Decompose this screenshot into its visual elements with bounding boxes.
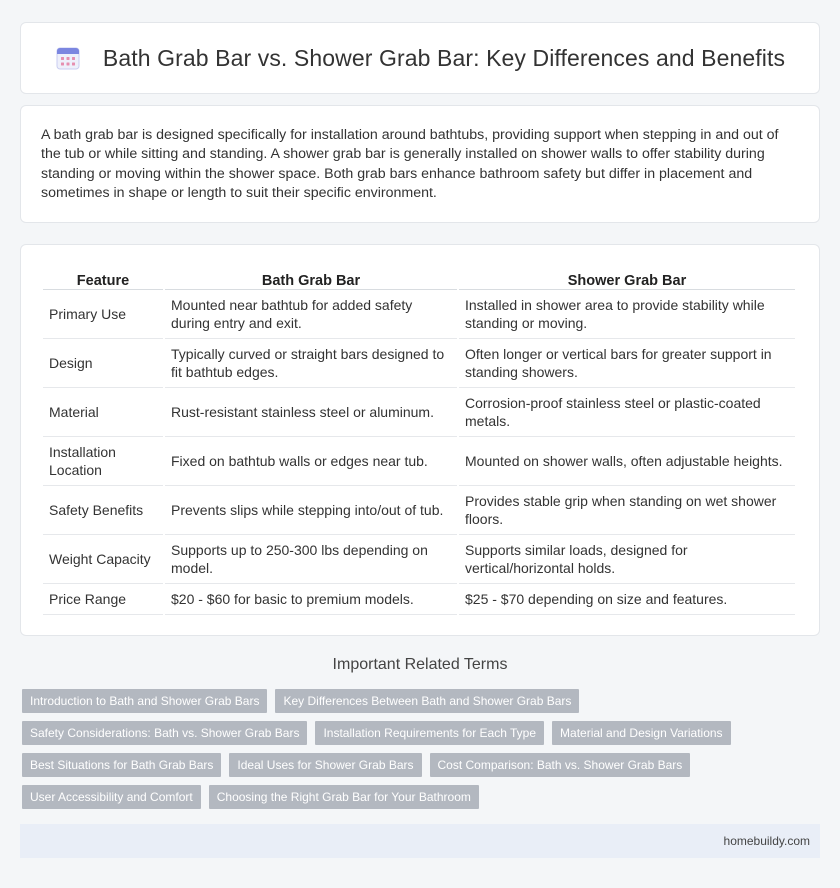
shower-grab-bar-cell: Often longer or vertical bars for greater support in standing showers. — [459, 339, 795, 388]
comparison-table-card — [20, 244, 820, 636]
feature-cell: Design — [43, 339, 163, 388]
calendar-icon — [55, 45, 81, 71]
related-term-tag[interactable]: Material and Design Variations — [552, 721, 731, 745]
related-term-tag[interactable]: Best Situations for Bath Grab Bars — [22, 753, 221, 777]
bath-grab-bar-cell: Fixed on bathtub walls or edges near tub. — [165, 437, 457, 486]
bath-grab-bar-cell: Typically curved or straight bars designed to fit bathtub edges. — [165, 339, 457, 388]
bath-grab-bar-cell: $20 - $60 for basic to premium models. — [165, 584, 457, 615]
table-row — [43, 388, 795, 437]
column-header: Bath Grab Bar — [165, 265, 457, 290]
shower-grab-bar-cell: Corrosion-proof stainless steel or plastic-coated metals. — [459, 388, 795, 437]
related-terms-title: Important Related Terms — [332, 656, 508, 673]
related-terms-list — [22, 689, 802, 817]
table-row — [43, 437, 795, 486]
column-header: Feature — [43, 265, 163, 290]
related-term-tag[interactable]: Safety Considerations: Bath vs. Shower Grab Bars — [22, 721, 307, 745]
shower-grab-bar-cell: Provides stable grip when standing on wet shower floors. — [459, 486, 795, 535]
table-row — [43, 535, 795, 584]
intro-text: A bath grab bar is designed specifically for installation around bathtubs, providing support when stepping in and out of the tub or while sitting and standing. A shower grab bar is generally installed on shower walls to offer stability during standing or moving within the shower space. Both grab bars enhance bathroom safety but differ in placement and sometimes in shape or length to suit their specific environment. — [41, 127, 779, 202]
page-title: Bath Grab Bar vs. Shower Grab Bar: Key Differences and Benefits — [102, 44, 786, 71]
feature-cell: Primary Use — [43, 290, 163, 339]
footer — [20, 824, 820, 858]
shower-grab-bar-cell: Installed in shower area to provide stability while standing or moving. — [459, 290, 795, 339]
bath-grab-bar-cell: Supports up to 250-300 lbs depending on model. — [165, 535, 457, 584]
bath-grab-bar-cell: Mounted near bathtub for added safety during entry and exit. — [165, 290, 457, 339]
related-term-tag[interactable]: Choosing the Right Grab Bar for Your Bathroom — [209, 785, 479, 809]
column-header: Shower Grab Bar — [459, 265, 795, 290]
table-row — [43, 339, 795, 388]
related-term-tag[interactable]: Installation Requirements for Each Type — [315, 721, 544, 745]
bath-grab-bar-cell: Prevents slips while stepping into/out of tub. — [165, 486, 457, 535]
table-row — [43, 290, 795, 339]
shower-grab-bar-cell: Mounted on shower walls, often adjustable heights. — [459, 437, 795, 486]
bath-grab-bar-cell: Rust-resistant stainless steel or aluminum. — [165, 388, 457, 437]
table-row — [43, 486, 795, 535]
feature-cell: Installation Location — [43, 437, 163, 486]
table-row — [43, 584, 795, 615]
intro-section — [20, 105, 820, 223]
shower-grab-bar-cell: Supports similar loads, designed for vertical/horizontal holds. — [459, 535, 795, 584]
footer-site-link[interactable]: homebuildy.com — [723, 834, 810, 848]
feature-cell: Material — [43, 388, 163, 437]
comparison-table — [41, 265, 797, 615]
related-term-tag[interactable]: Key Differences Between Bath and Shower Grab Bars — [275, 689, 579, 713]
table-header-row — [43, 265, 795, 290]
related-term-tag[interactable]: User Accessibility and Comfort — [22, 785, 201, 809]
page-header — [20, 22, 820, 94]
feature-cell: Safety Benefits — [43, 486, 163, 535]
related-term-tag[interactable]: Cost Comparison: Bath vs. Shower Grab Bars — [430, 753, 691, 777]
feature-cell: Price Range — [43, 584, 163, 615]
feature-cell: Weight Capacity — [43, 535, 163, 584]
related-term-tag[interactable]: Introduction to Bath and Shower Grab Bars — [22, 689, 267, 713]
related-term-tag[interactable]: Ideal Uses for Shower Grab Bars — [229, 753, 421, 777]
shower-grab-bar-cell: $25 - $70 depending on size and features. — [459, 584, 795, 615]
